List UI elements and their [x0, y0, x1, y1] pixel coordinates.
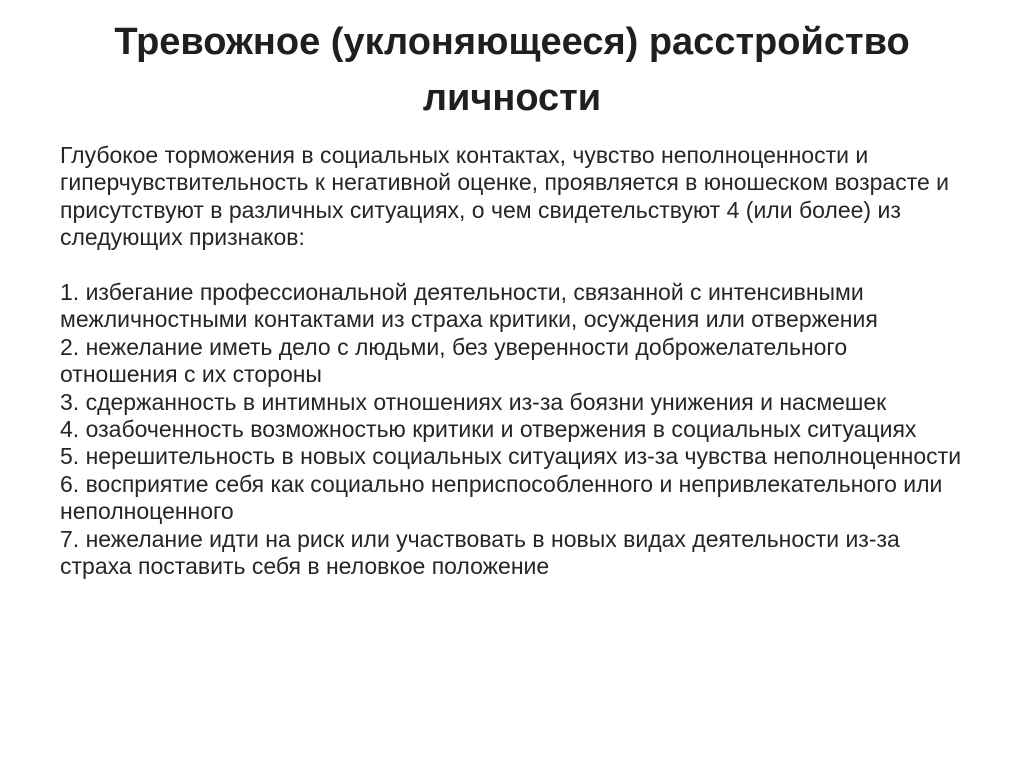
criterion-item: 1. избегание профессиональной деятельности, связанной с интенсивными межличностными контактами из страха критики, осуждения или отвержения: [60, 279, 878, 333]
criteria-list: [60, 279, 970, 580]
slide-title: Тревожное (уклоняющееся) расстройство личности: [114, 21, 910, 119]
criterion-item: 2. нежелание иметь дело с людьми, без уверенности доброжелательного отношения с их стороны: [60, 333, 848, 388]
criterion-item: 7. нежелание идти на риск или участвовать в новых видах деятельности из-за страха поставить себя в неловкое положение: [60, 525, 900, 580]
criterion-item: 4. озабоченность возможностью критики и отвержения в социальных ситуациях: [60, 416, 917, 443]
slide-body: [60, 142, 970, 580]
criterion-item: 5. нерешительность в новых социальных ситуациях из-за чувства неполноценности: [60, 443, 962, 470]
paragraph-spacer: [60, 252, 970, 279]
criterion-item: 3. сдержанность в интимных отношениях из-за боязни унижения и насмешек: [60, 388, 887, 415]
intro-paragraph: Глубокое торможения в социальных контактах, чувство неполноценности и гиперчувствительность к негативной оценке, проявляется в юношеском возрасте и присутствуют в различных ситуациях, о чем свидетельствуют 4 (или более) из следующих признаков:: [60, 142, 950, 251]
criterion-item: 6. восприятие себя как социально неприспособленного и непривлекательного или неполноценного: [60, 470, 943, 525]
